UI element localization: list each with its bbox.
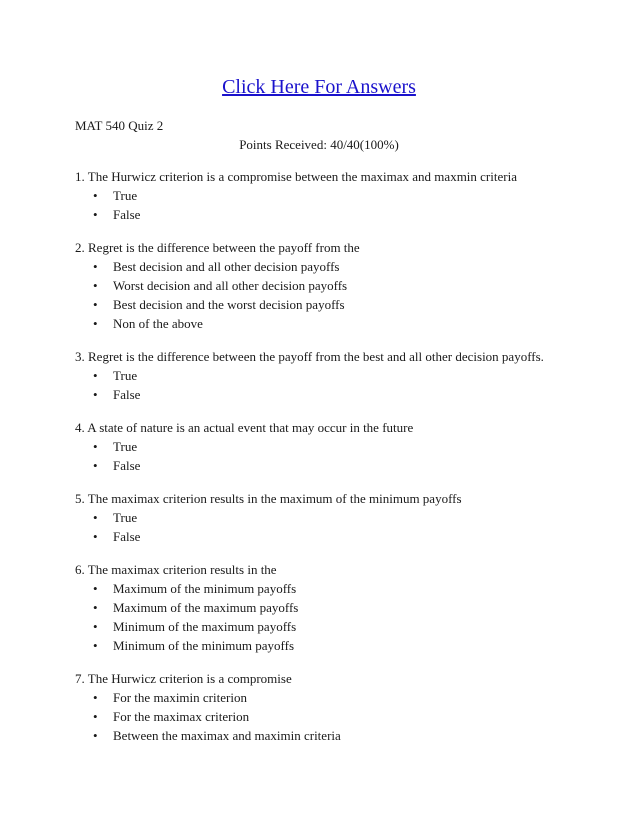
answer-option bbox=[75, 366, 615, 385]
answer-option bbox=[75, 726, 615, 745]
question-text: 3. Regret is the difference between the payoff from the best and all other decision payoffs. bbox=[75, 349, 544, 364]
question-text: 4. A state of nature is an actual event that may occur in the future bbox=[75, 420, 414, 435]
answer-option bbox=[75, 257, 615, 276]
answer-option bbox=[75, 314, 615, 333]
option-label: True bbox=[113, 439, 138, 454]
option-list bbox=[75, 508, 615, 546]
answer-option bbox=[75, 508, 615, 527]
question-item bbox=[75, 239, 615, 333]
option-label: False bbox=[113, 529, 141, 544]
answer-option bbox=[75, 295, 615, 314]
answer-option bbox=[75, 437, 615, 456]
answer-option bbox=[75, 527, 615, 546]
bullet-icon: • bbox=[93, 690, 98, 705]
answer-option bbox=[75, 205, 615, 224]
option-label: False bbox=[113, 207, 141, 222]
bullet-icon: • bbox=[93, 316, 98, 331]
option-label: True bbox=[113, 510, 138, 525]
bullet-icon: • bbox=[93, 278, 98, 293]
option-label: For the maximin criterion bbox=[113, 690, 247, 705]
bullet-icon: • bbox=[93, 638, 98, 653]
option-label: Non of the above bbox=[113, 316, 203, 331]
question-item bbox=[75, 419, 615, 475]
bullet-icon: • bbox=[93, 439, 98, 454]
bullet-icon: • bbox=[93, 619, 98, 634]
answers-link[interactable]: Click Here For Answers bbox=[222, 76, 416, 98]
option-label: True bbox=[113, 188, 138, 203]
answer-option bbox=[75, 385, 615, 404]
question-item bbox=[75, 348, 615, 404]
option-label: False bbox=[113, 458, 141, 473]
bullet-icon: • bbox=[93, 207, 98, 222]
option-label: False bbox=[113, 387, 141, 402]
points-received: Points Received: 40/40(100%) bbox=[239, 137, 399, 152]
question-item bbox=[75, 490, 615, 546]
question-item bbox=[75, 168, 615, 224]
option-label: Best decision and the worst decision payoffs bbox=[113, 297, 345, 312]
bullet-icon: • bbox=[93, 529, 98, 544]
question-text: 2. Regret is the difference between the payoff from the bbox=[75, 240, 360, 255]
option-label: Best decision and all other decision payoffs bbox=[113, 259, 340, 274]
option-label: Maximum of the minimum payoffs bbox=[113, 581, 297, 596]
option-label: Worst decision and all other decision payoffs bbox=[113, 278, 348, 293]
option-list bbox=[75, 579, 615, 655]
option-list bbox=[75, 366, 615, 404]
bullet-icon: • bbox=[93, 709, 98, 724]
question-text: 7. The Hurwicz criterion is a compromise bbox=[75, 671, 292, 686]
bullet-icon: • bbox=[93, 728, 98, 743]
answer-option bbox=[75, 598, 615, 617]
question-text: 6. The maximax criterion results in the bbox=[75, 562, 277, 577]
question-text: 1. The Hurwicz criterion is a compromise between the maximax and maxmin criteria bbox=[75, 169, 517, 184]
option-list bbox=[75, 257, 615, 333]
question-item bbox=[75, 561, 615, 655]
answer-option bbox=[75, 186, 615, 205]
option-label: For the maximax criterion bbox=[113, 709, 250, 724]
question-item bbox=[75, 670, 615, 745]
option-list bbox=[75, 688, 615, 745]
option-label: Between the maximax and maximin criteria bbox=[113, 728, 341, 743]
bullet-icon: • bbox=[93, 188, 98, 203]
bullet-icon: • bbox=[93, 581, 98, 596]
option-list bbox=[75, 437, 615, 475]
bullet-icon: • bbox=[93, 368, 98, 383]
answer-option bbox=[75, 688, 615, 707]
question-list bbox=[75, 168, 615, 760]
bullet-icon: • bbox=[93, 600, 98, 615]
answer-option bbox=[75, 617, 615, 636]
option-label: Minimum of the maximum payoffs bbox=[113, 619, 297, 634]
option-label: True bbox=[113, 368, 138, 383]
bullet-icon: • bbox=[93, 387, 98, 402]
question-text: 5. The maximax criterion results in the maximum of the minimum payoffs bbox=[75, 491, 462, 506]
bullet-icon: • bbox=[93, 259, 98, 274]
bullet-icon: • bbox=[93, 458, 98, 473]
option-label: Maximum of the maximum payoffs bbox=[113, 600, 299, 615]
answer-option bbox=[75, 456, 615, 475]
option-label: Minimum of the minimum payoffs bbox=[113, 638, 295, 653]
answer-option bbox=[75, 276, 615, 295]
answers-link-container bbox=[0, 76, 638, 99]
option-list bbox=[75, 186, 615, 224]
bullet-icon: • bbox=[93, 510, 98, 525]
document-title: MAT 540 Quiz 2 bbox=[75, 118, 164, 133]
answer-option bbox=[75, 707, 615, 726]
answer-option bbox=[75, 579, 615, 598]
answer-option bbox=[75, 636, 615, 655]
bullet-icon: • bbox=[93, 297, 98, 312]
